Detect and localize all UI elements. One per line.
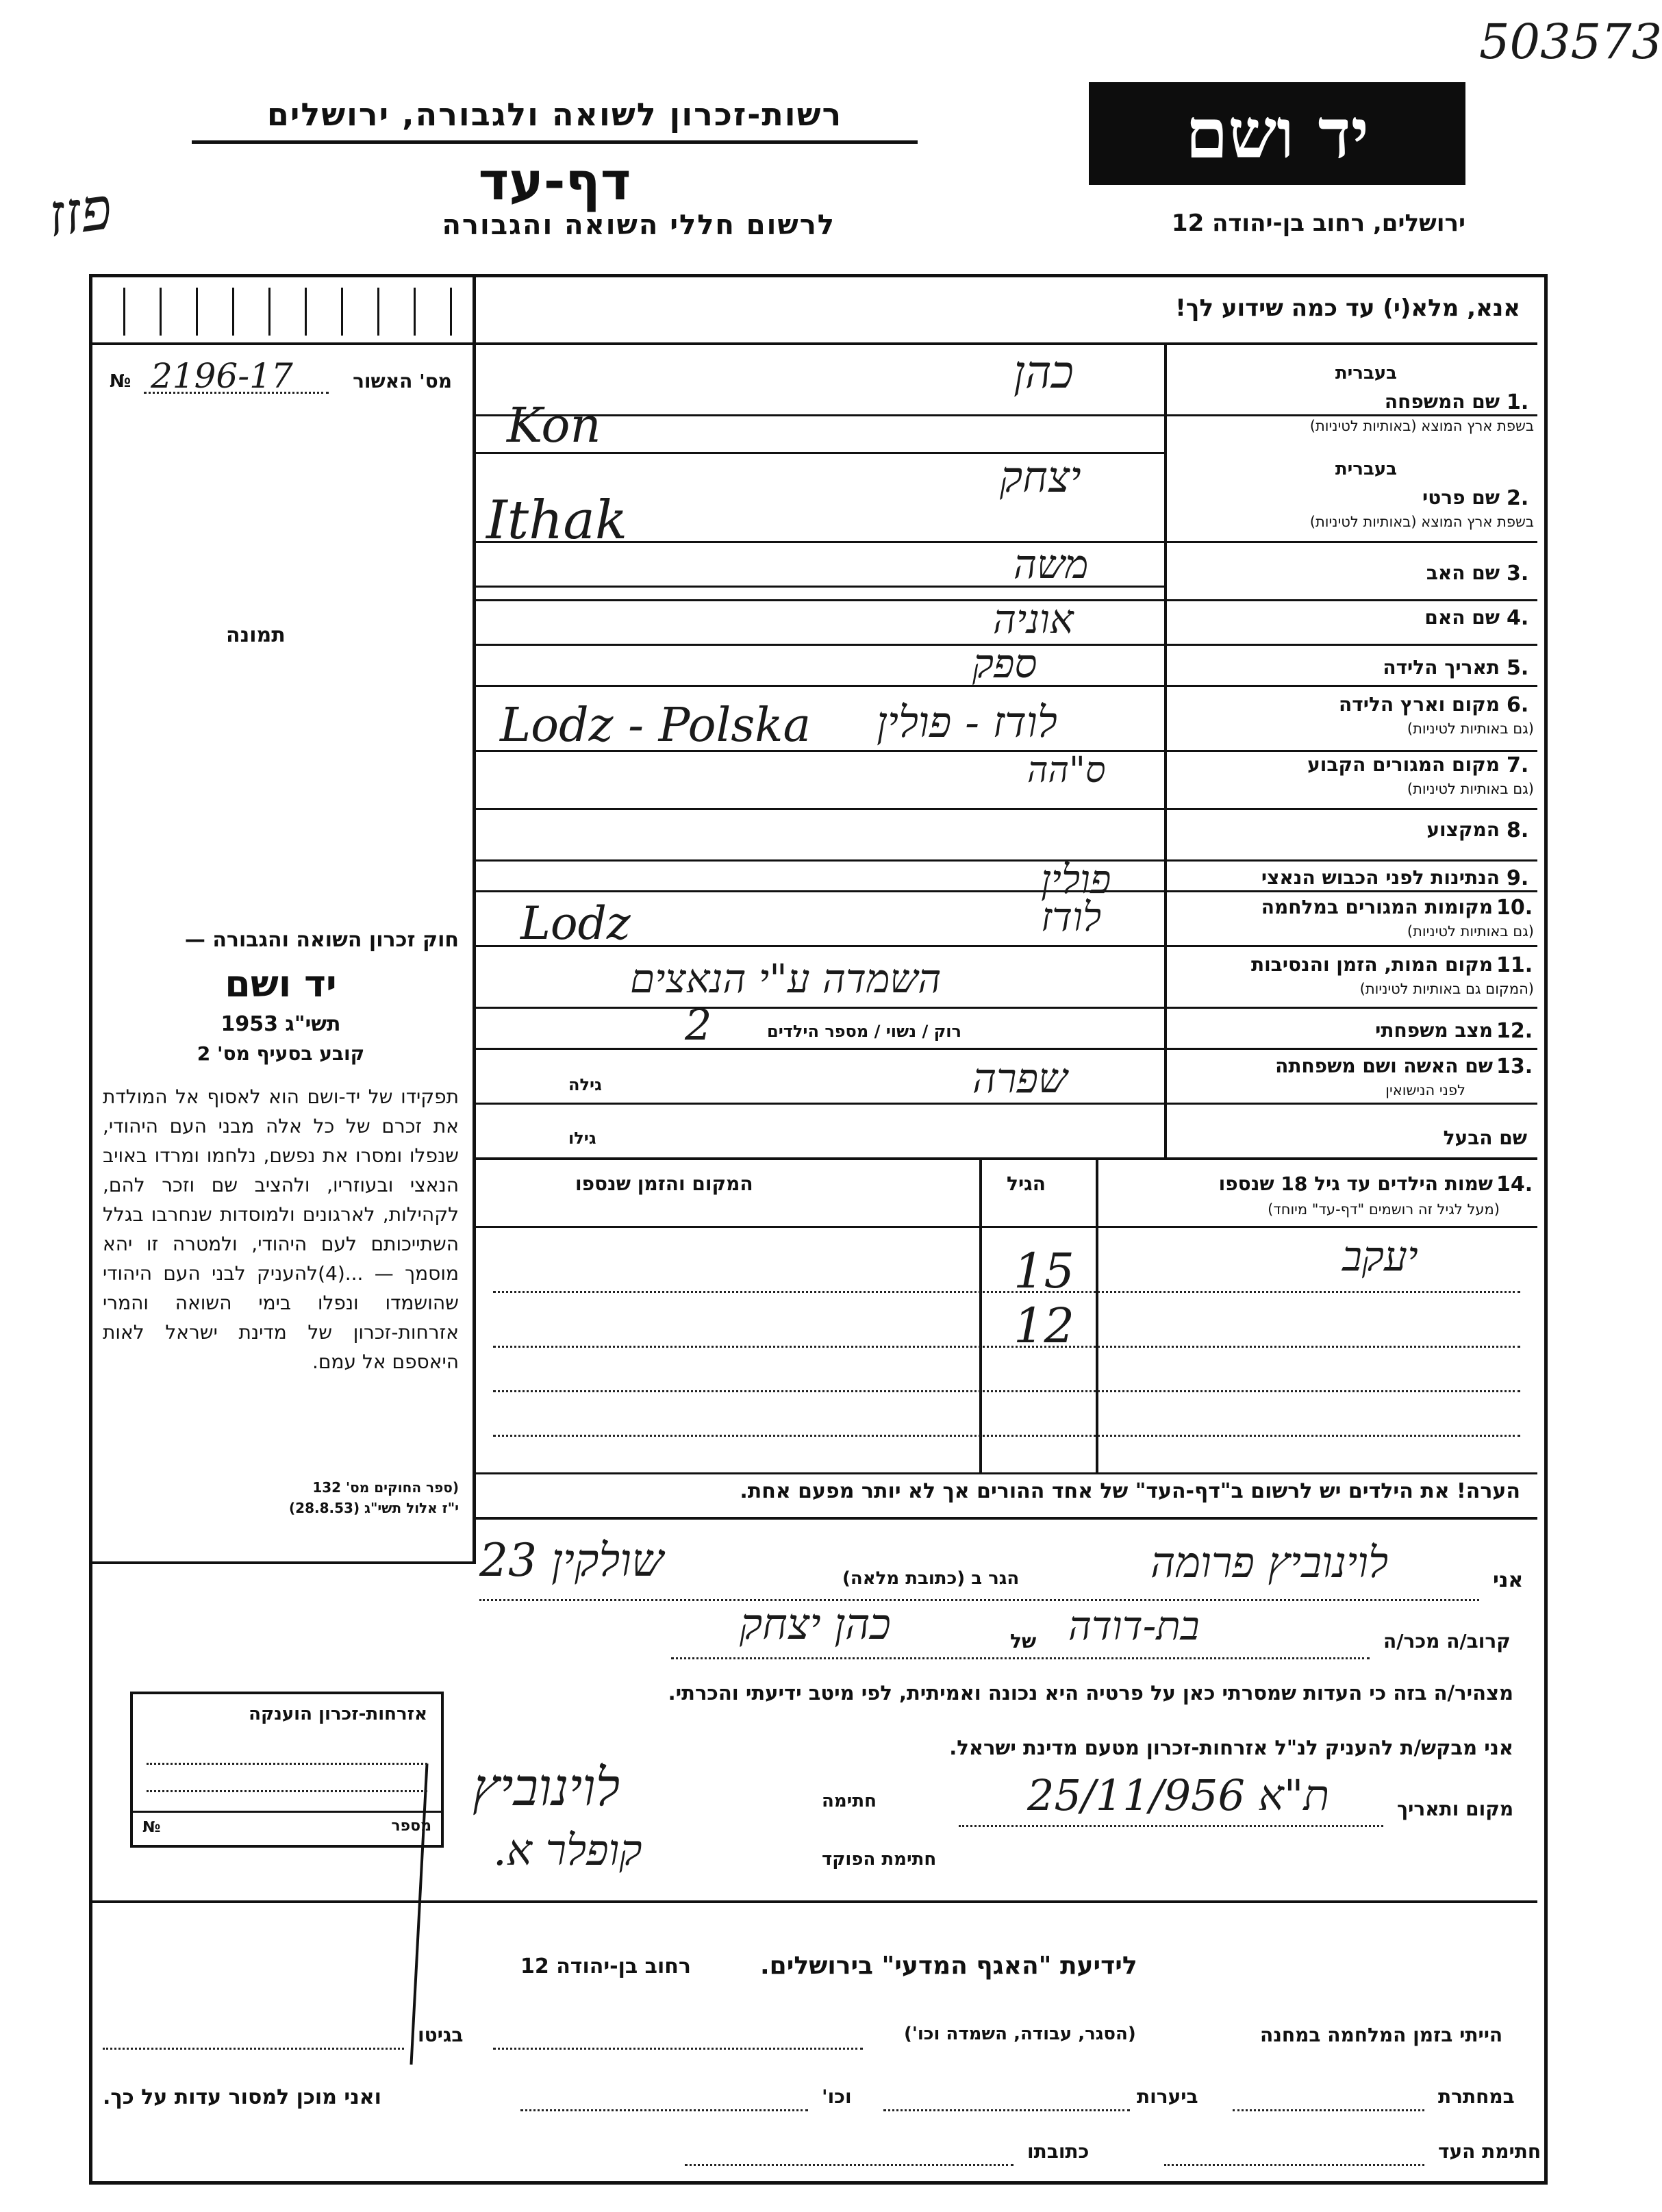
husband-age-label: גילו [568,1129,596,1148]
declaration-resident-label: הגר ב (כתובת מלאה) [842,1568,1020,1589]
footer-witness-signature-label: חתימת העד [1438,2140,1541,2163]
citizenship-number-label: מספר [391,1818,431,1835]
field-2-label: שם פרטי [1422,486,1500,509]
footer-line1-ghetto: בגיטו [418,2024,464,2046]
field-11-number: 11. [1496,953,1533,977]
field-6-label: מקום וארץ הלידה [1339,693,1500,716]
declaration-statement: מצהיר/ה בזה כי העדות שמסרתי כאן על פרטיה היא נכונה ואמיתית, לפי מיטב ידיעתי והכרתי. [668,1681,1513,1705]
declaration-of-label: של [1010,1630,1037,1652]
field-5-value: ספק [972,640,1037,687]
law-name: יד ושם [225,962,337,1005]
field-5-number: 5. [1507,656,1529,680]
children-note: הערה! את הילדים יש לרשום ב"דף-העד" של אחד ההורים אך לא יותר מפעם אחת. [740,1479,1520,1503]
children-sublabel: (מעל לגיל זה רושמים "דף-עד" מיוחד) [1268,1201,1500,1218]
law-text: תפקידו של יד-ושם הוא לאסוף אל המולדת את זכרם של כל אלה מבני העם היהודי, שנפלו ומסרו את נפשם, נלחמו ומרדו באויב הנאצי ובעוזריו, ולהציב שם וזכר להם, לקהילות, לארגונים ולמוסדות שנחרבו בגלל השתייכותם לעם היהודי, ולמטרה זו יהא מוסמך — ...(4)להעניק לבני העם היהודי שהושמדו ונפלו בימי השואה והמרי אזרחות-זכרון של מדינת ישראל לאות היאספם אל עמם. [103,1085,459,1373]
field-12-label: מצב משפחתי [1375,1019,1493,1042]
field-10-number: 10. [1496,896,1533,920]
footer-line1-camp: הייתי בזמן המלחמה במחנה [1260,2024,1503,2046]
field-1-sublabel: בשפת ארץ המוצא (באותיות לטיניות) [1309,418,1534,434]
place-date-value: ת"א 25/11/956 [1027,1770,1330,1820]
field-2-sublabel: בשפת ארץ המוצא (באותיות לטיניות) [1309,514,1534,530]
registration-label: מס' האשור [353,370,452,392]
corner-handwritten-number: 503573 [1479,14,1662,70]
field-14-number: 14. [1496,1172,1533,1196]
field-13-sublabel: לפני הנישואין [1385,1082,1465,1098]
registration-ticks [123,288,452,336]
field-1-value-latin: Kon [507,397,601,453]
declaration-request: אני מבקש/ת להעניק לנ"ל אזרחות-זכרון מטעם מדינת ישראל. [949,1736,1513,1759]
footer-address: רחוב בן-יהודה 12 [520,1955,691,1978]
declaration-relative-label: קרוב/ה מכר/ה [1383,1630,1511,1652]
footer-line2-underground: במחתרת [1438,2085,1515,2108]
field-1-number: 1. [1507,390,1529,414]
field-3-number: 3. [1507,562,1529,586]
field-7-value: ס"הה [1027,750,1106,791]
officer-signature-label: חתימת הפוקד [822,1849,937,1870]
field-10-value-hebrew: לודז [1041,894,1102,940]
field-7-label: מקום המגורים הקבוע [1307,753,1500,776]
citizenship-title: אזרחות-זכרון הוענקה [249,1704,427,1724]
field-11-value: השמדה ע"י הנאצים [630,955,942,1002]
field-12-value: 2 [685,1000,712,1050]
photo-label: תמונה [226,623,286,647]
field-3-value: משה [1013,541,1089,588]
field-7-number: 7. [1507,753,1529,777]
field-9-value: פולין [1041,856,1111,903]
field-3-label: שם האב [1426,562,1500,584]
field-5-label: תאריך הלידה [1383,656,1500,679]
field-6-value-hebrew: לודז - פולין [877,697,1057,747]
field-4-label: שם האם [1424,606,1500,629]
declaration-i-label: אני [1493,1568,1524,1592]
child-age: 15 [1013,1243,1075,1299]
field-10-label: מקומות המגורים במלחמה [1261,896,1493,918]
field-9-number: 9. [1507,866,1529,890]
field-2-number: 2. [1507,486,1529,510]
place-date-label: מקום ותאריך [1397,1798,1514,1820]
field-13-value: שפרה [972,1055,1068,1103]
footer-heading: לידיעת "האגף המדעי" בירושלים. [760,1952,1137,1980]
footer-line1-types: (הסגר, עבודה, השמדה וכו') [904,2024,1136,2044]
officer-signature: קופלר א. [493,1825,642,1875]
registration-field [103,356,459,397]
field-4-number: 4. [1507,606,1529,630]
husband-label: שם הבעל [1443,1127,1527,1149]
field-6-sublabel: (גם באותיות לטיניות) [1407,720,1534,737]
declarant-relation: בת-דודה [1068,1603,1200,1649]
declarant-signature: לוינוביץ [473,1757,620,1818]
footer-line2-etc: וכו' [822,2085,852,2108]
field-6-value-latin: Lodz - Polska [500,699,811,753]
registration-number: 2196-17 [151,356,293,396]
field-2-value-latin: Ithak [486,490,628,551]
children-place-header: המקום והזמן שנספו [575,1172,753,1195]
institution-name: רשות-זכרון לשואה ולגבורה, ירושלים [266,96,843,133]
declarant-address: שולקין 23 [479,1534,664,1587]
signature-label: חתימה [822,1791,877,1811]
field-1-heb-label: בעברית [1335,363,1397,384]
field-6-number: 6. [1507,693,1529,717]
field-1-label: שם המשפחה [1384,390,1500,413]
field-2-value-hebrew: יצחק [1000,452,1081,502]
field-4-value: אוניה [993,596,1074,642]
field-13-age-label: גילה [568,1075,602,1094]
footer-address-label: כתובתו [1027,2140,1090,2163]
registration-no-symbol: № [110,371,131,392]
declarant-name: לוינוביץ פרומה [1150,1537,1389,1587]
field-10-sublabel: (גם באותיות לטיניות) [1407,923,1534,940]
field-13-number: 13. [1496,1055,1533,1079]
child-age: 12 [1013,1298,1075,1354]
law-clause: קובע בסעיף מס' 2 [197,1042,365,1065]
law-source-1: (ספר החוקים מס' 132 [312,1479,459,1496]
footer-line2-forests: ביערות [1137,2085,1198,2108]
field-9-label: הנתינות לפני הכבוש הנאצי [1261,866,1500,889]
field-7-sublabel: (גם באותיות לטיניות) [1407,781,1534,797]
field-11-sublabel: (המקום גם באותיות לטיניות) [1359,981,1534,997]
law-source-2: י"ז אלול תשי"ג (28.8.53) [289,1500,459,1516]
header-address: ירושלים, רחוב בן-יהודה 12 [1171,210,1465,237]
footer-line2-testify: ואני מוכן למסור עדות על כך. [103,2085,381,2109]
yad-vashem-logo [1089,82,1465,185]
child-name: יעקב [1342,1233,1418,1281]
field-2-heb-label: בעברית [1335,459,1397,479]
field-8-label: המקצוע [1426,818,1500,841]
field-12-number: 12. [1496,1019,1533,1043]
law-title: חוק זכרון השואה והגבורה — [184,928,459,952]
margin-handwritten-mark: פזז [43,174,116,251]
form-title: דף-עד [478,151,631,212]
children-label: שמות הילדים עד גיל 18 שנספו [1218,1172,1493,1195]
field-11-label: מקום המות, הזמן והנסיבות [1250,953,1493,976]
law-year: תשי"ג 1953 [221,1012,341,1036]
logo-text: יד ושם [1185,93,1369,174]
field-8-number: 8. [1507,818,1529,842]
citizenship-box [130,1692,444,1848]
intro-text: אנא, מלא(י) עד כמה שידוע לך! [1175,294,1520,322]
subject-name: כהן יצחק [740,1599,891,1649]
field-13-label: שם האשה ושם משפחתה [1275,1055,1493,1077]
field-1-value-hebrew: כהן [1013,346,1074,399]
children-age-header: הגיל [1007,1172,1046,1195]
field-10-value-latin: Lodz [520,897,631,950]
citizenship-no-symbol: № [142,1819,161,1836]
form-subtitle: לרשום חללי השואה והגבורה [442,210,835,241]
field-12-options: רוק / נשוי / מספר הילדים [767,1022,961,1041]
